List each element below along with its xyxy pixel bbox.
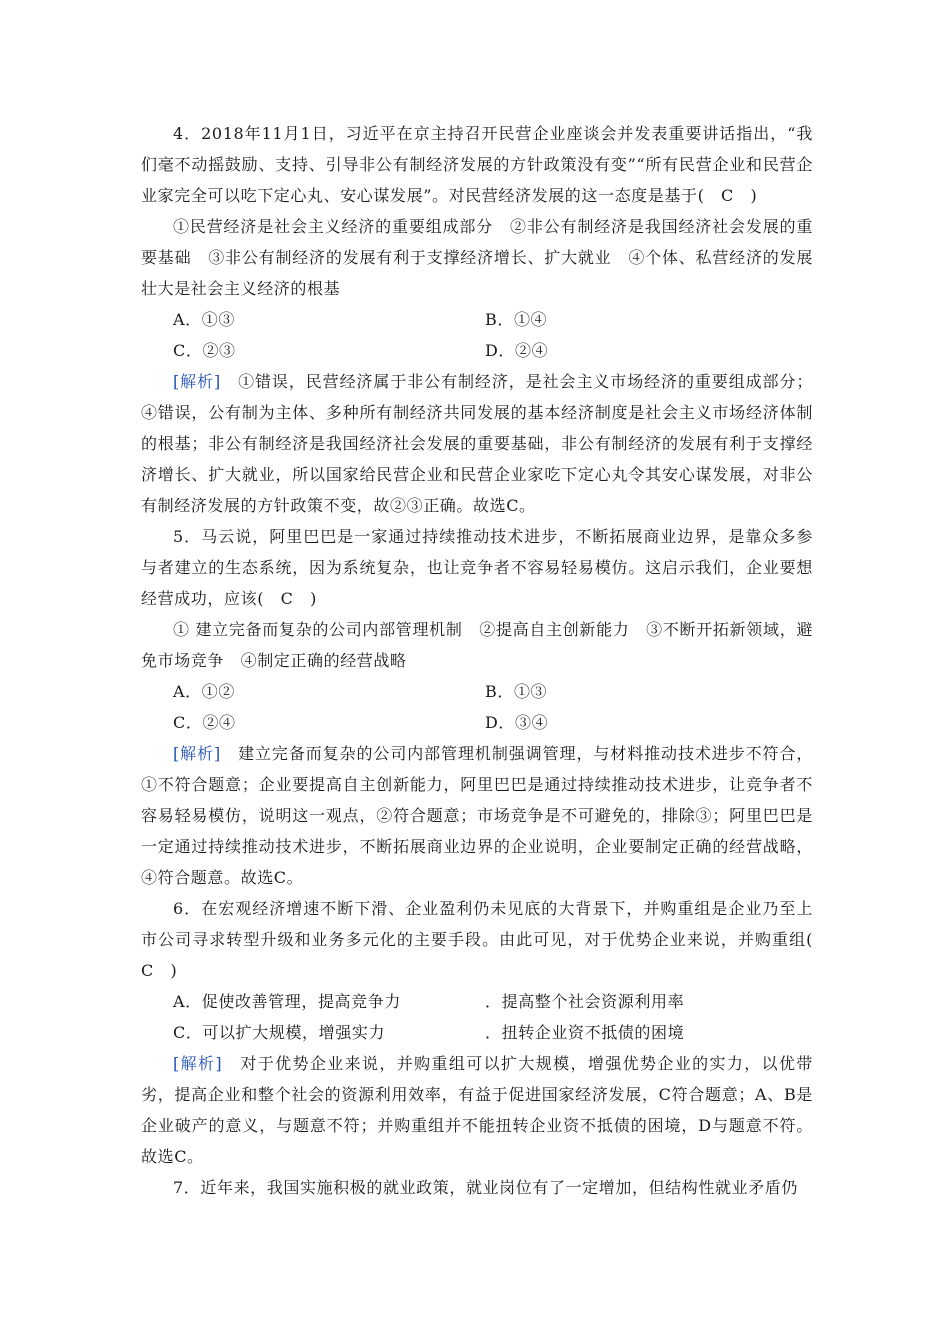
question-6-analysis-text: 对于优势企业来说，并购重组可以扩大规模，增强优势企业的实力，以优带劣，提高企业和整个社会的资源利用效率，有益于促进国家经济发展，C符合题意；A、B是企业破产的意义，与题意不符；并购重组并不能扭转企业资不抵债的困境，D与题意不符。故选C。 bbox=[141, 1054, 813, 1166]
question-4-option-b: B．①④ bbox=[485, 310, 548, 329]
question-5-option-a: A．①② bbox=[173, 682, 235, 701]
question-5-option-d: D．③④ bbox=[485, 713, 549, 732]
analysis-tag: [解析] bbox=[173, 1054, 223, 1073]
question-5-stem: 5．马云说，阿里巴巴是一家通过持续推动技术进步，不断拓展商业边界，是靠众多参与者建立的生态系统，因为系统复杂，也让竞争者不容易轻易模仿。这启示我们，企业要想经营成功，应该( C ) bbox=[141, 527, 813, 608]
question-4-option-a: A．①③ bbox=[173, 310, 235, 329]
question-5-statements: ① 建立完备而复杂的公司内部管理机制 ②提高自主创新能力 ③不断开拓新领域，避免市场竞争 ④制定正确的经营战略 bbox=[141, 620, 813, 670]
question-4-option-d: D．②④ bbox=[485, 341, 549, 360]
question-5-analysis bbox=[141, 738, 813, 893]
question-7-stem: 7．近年来，我国实施积极的就业政策，就业岗位有了一定增加，但结构性就业矛盾仍 bbox=[173, 1178, 798, 1197]
question-6-analysis bbox=[141, 1048, 813, 1172]
analysis-tag: [解析] bbox=[173, 372, 221, 391]
question-5-option-c: C．②④ bbox=[173, 713, 236, 732]
question-6-option-d: ．扭转企业资不抵债的困境 bbox=[485, 1023, 685, 1042]
question-4-statements: ①民营经济是社会主义经济的重要组成部分 ②非公有制经济是我国经济社会发展的重要基础 ③非公有制经济的发展有利于支撑经济增长、扩大就业 ④个体、私营经济的发展壮大是社会主义经济的根基 bbox=[141, 217, 813, 298]
analysis-tag: [解析] bbox=[173, 744, 221, 763]
question-6-options-row-2 bbox=[141, 1017, 813, 1048]
question-6-option-c: C．可以扩大规模，增强实力 bbox=[173, 1023, 386, 1042]
question-4-options-row-1 bbox=[141, 304, 813, 335]
question-5-options-row-2 bbox=[141, 707, 813, 738]
question-4-analysis bbox=[141, 366, 813, 521]
question-6-options-row-1 bbox=[141, 986, 813, 1017]
question-4-stem: 4．2018年11月1日，习近平在京主持召开民营企业座谈会并发表重要讲话指出，“我们毫不动摇鼓励、支持、引导非公有制经济发展的方针政策没有变”“所有民营企业和民营企业家完全可以吃下定心丸、安心谋发展”。对民营经济发展的这一态度是基于( C ) bbox=[141, 124, 813, 205]
document-page bbox=[141, 118, 830, 1203]
question-6-stem: 6．在宏观经济增速不断下滑、企业盈利仍未见底的大背景下，并购重组是企业乃至上市公司寻求转型升级和业务多元化的主要手段。由此可见，对于优势企业来说，并购重组( C ) bbox=[141, 899, 830, 980]
question-6-option-b: ．提高整个社会资源利用率 bbox=[485, 992, 685, 1011]
question-5-option-b: B．①③ bbox=[485, 682, 548, 701]
question-4-option-c: C．②③ bbox=[173, 341, 236, 360]
question-4-options-row-2 bbox=[141, 335, 813, 366]
question-5-analysis-text: 建立完备而复杂的公司内部管理机制强调管理，与材料推动技术进步不符合，①不符合题意；企业要提高自主创新能力，阿里巴巴是通过持续推动技术进步，让竞争者不容易轻易模仿，说明这一观点，②符合题意；市场竞争是不可避免的，排除③；阿里巴巴是一定通过持续推动技术进步，不断拓展商业边界的企业说明，企业要制定正确的经营战略，④符合题意。故选C。 bbox=[141, 744, 813, 887]
question-5-options-row-1 bbox=[141, 676, 813, 707]
question-6-option-a: A．促使改善管理，提高竞争力 bbox=[173, 992, 401, 1011]
question-4-analysis-text: ①错误，民营经济属于非公有制经济，是社会主义市场经济的重要组成部分；④错误，公有制为主体、多种所有制经济共同发展的基本经济制度是社会主义市场经济体制的根基；非公有制经济是我国经济社会发展的重要基础，非公有制经济的发展有利于支撑经济增长、扩大就业，所以国家给民营企业和民营企业家吃下定心丸令其安心谋发展，对非公有制经济发展的方针政策不变，故②③正确。故选C。 bbox=[141, 372, 813, 515]
